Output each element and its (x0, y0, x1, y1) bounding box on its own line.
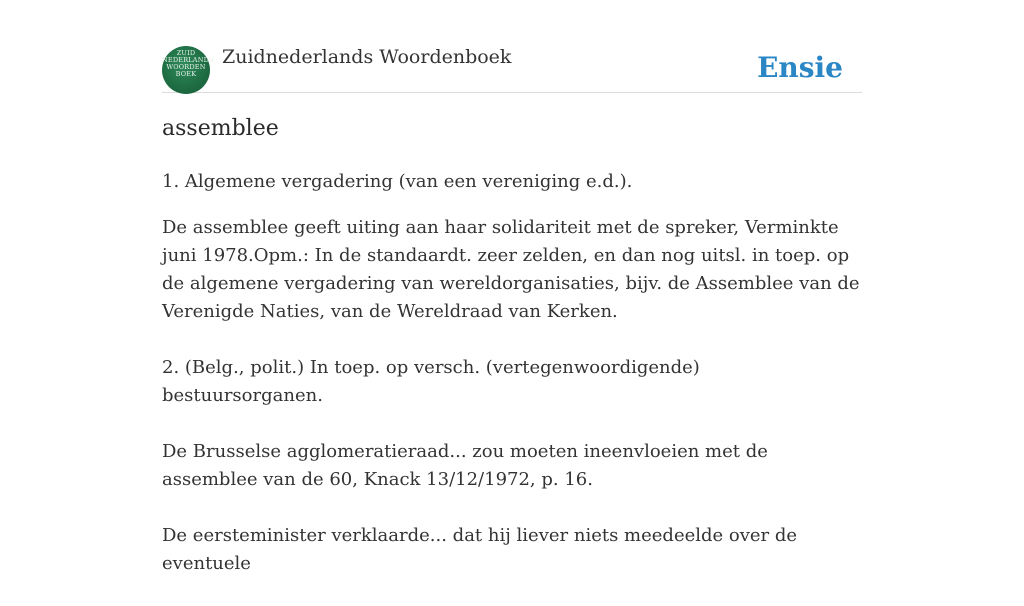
entry-example: De eersteminister verklaarde... dat hij liever niets meedeelde over de eventuele (162, 525, 798, 574)
logo-line: ZUID (176, 49, 196, 57)
entry-content (162, 168, 862, 606)
logo-text (162, 49, 214, 78)
logo-line: WOORDEN (166, 63, 206, 71)
entry-headword: assemblee (162, 116, 279, 141)
entry-example: De assemblee geeft uiting aan haar solidariteit met de spreker, Verminkte juni 1978.Opm.: In de standaardt. zeer zelden, en dan nog uitsl. in toep. op de algemene vergadering van wereldorganisaties, bijv. de Assemblee van de Verenigde Naties, van de Wereldraad van Kerken. (162, 217, 860, 322)
entry-sense: 1. Algemene vergadering (van een vereniging e.d.). (162, 171, 633, 192)
site-header (162, 46, 862, 93)
logo-line: NEDERLANDS (162, 56, 214, 64)
site-title-link[interactable]: Zuidnederlands Woordenboek (222, 46, 512, 68)
entry-sense: 2. (Belg., polit.) In toep. op versch. (vertegenwoordigende) bestuursorganen. (162, 357, 700, 406)
logo-line: BOEK (175, 70, 197, 78)
ensie-brand-link[interactable]: Ensie (757, 51, 843, 84)
site-logo[interactable] (162, 46, 214, 94)
entry-example: De Brusselse agglomeratieraad... zou moeten ineenvloeien met de assemblee van de 60, Knack 13/12/1972, p. 16. (162, 441, 768, 490)
